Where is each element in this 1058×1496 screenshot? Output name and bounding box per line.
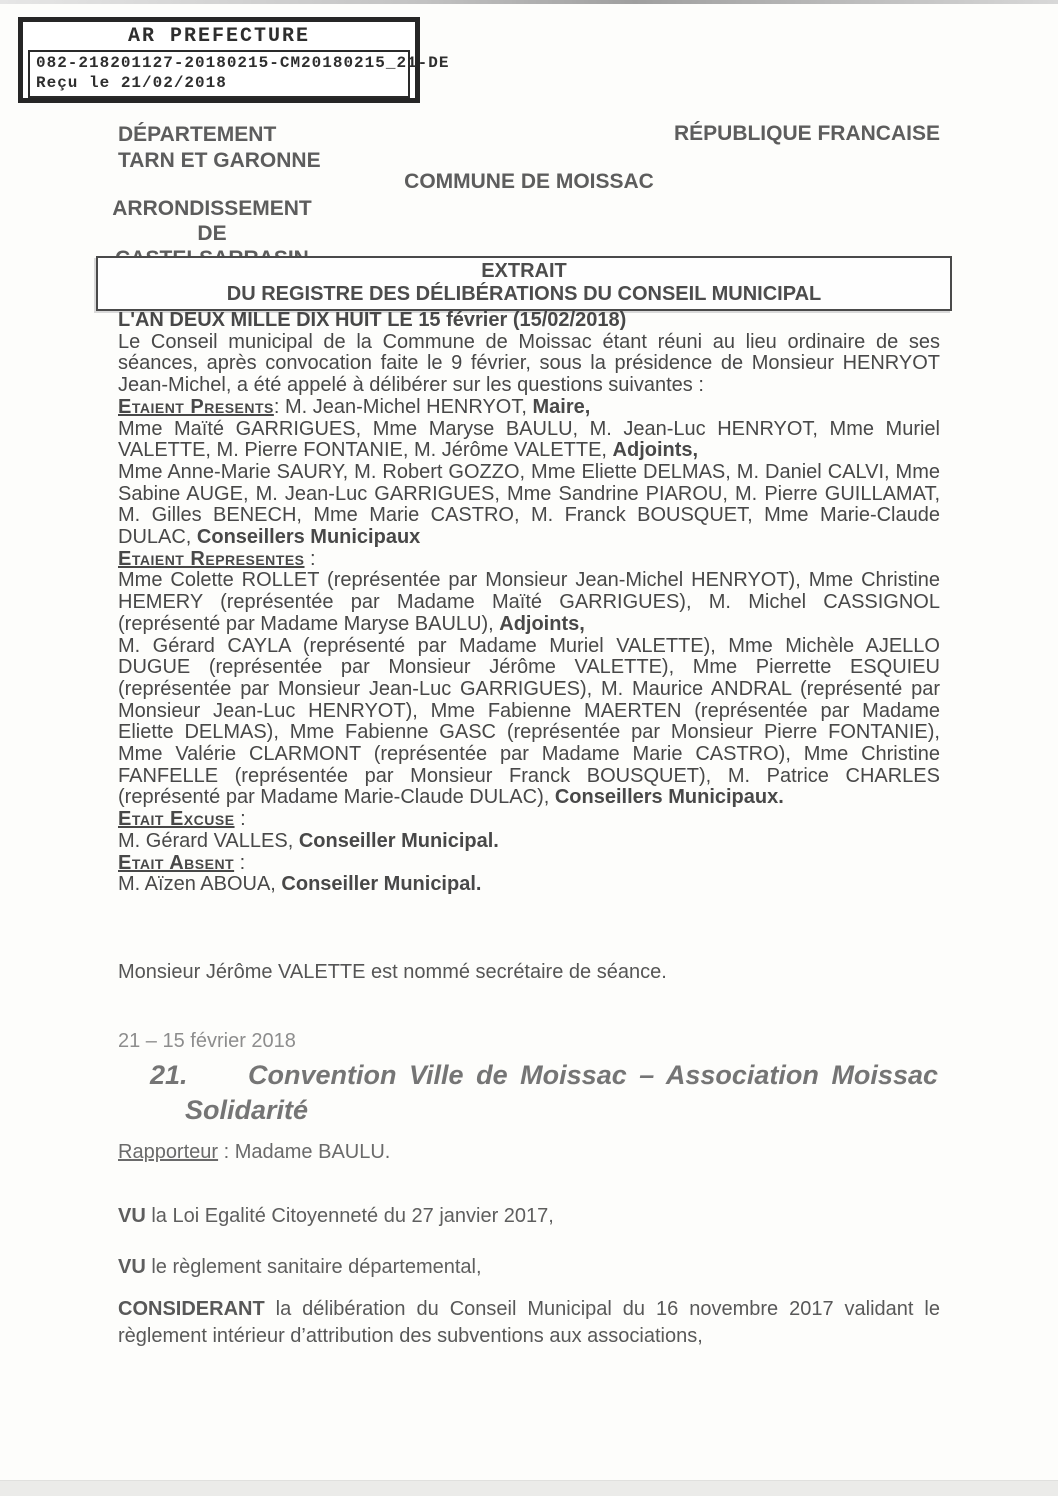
departement-line2: TARN ET GARONNE bbox=[118, 149, 321, 172]
secretaire-line: Monsieur Jérôme VALETTE est nommé secrétaire de séance. bbox=[118, 961, 667, 983]
present-adjoints-role: Adjoints, bbox=[612, 439, 699, 462]
represente-colon: : bbox=[304, 547, 316, 570]
present-colon: : bbox=[273, 395, 285, 418]
represente-conseillers-line bbox=[118, 636, 940, 810]
represente-conseillers-role: Conseillers Municipaux. bbox=[554, 786, 784, 809]
session-date-line: L'AN DEUX MILLE DIX HUIT LE 15 février (15/02/2018) bbox=[118, 309, 627, 331]
arrondissement-line1: ARRONDISSEMENT bbox=[112, 197, 312, 220]
stamp-inner-box bbox=[28, 50, 450, 98]
present-maire-names: M. Jean-Michel HENRYOT, bbox=[285, 395, 533, 418]
deliberation-reference: 21 – 15 février 2018 bbox=[118, 1030, 296, 1052]
represente-heading: Etaient Representes bbox=[118, 547, 305, 570]
represente-adjoints-names: Mme Colette ROLLET (représentée par Monsieur Jean-Michel HENRYOT), Mme Christine HEMERY (représentée par Madame Maïté GARRIGUES), M. Michel CASSIGNOL (représenté par Madame Maryse BAULU), bbox=[118, 569, 940, 635]
represente-conseillers-names: M. Gérard CAYLA (représenté par Madame Muriel VALETTE), Mme Michèle AJELLO DUGUE (représentée par Monsieur Jérôme VALETTE), Mme Pierrette ESQUIEU (représentée par Monsieur Jean-Luc GARRIGUES), M. Maurice ANDRAL (représenté par Monsieur Jean-Luc HENRYOT), Mme Fabienne MAERTEN (représentée par Madame Eliette DELMAS), Mme Fabienne GASC (représentée par Monsieur Pierre FONTANIE), Mme Valérie CLARMONT (représentée par Madame Marie CASTRO), Mme Christine FANFELLE (représentée par Monsieur Franck BOUSQUET), M. Patrice CHARLES (représenté par Madame Marie-Claude DULAC), bbox=[118, 634, 940, 809]
present-adjoints-names: Mme Maïté GARRIGUES, Mme Maryse BAULU, M. Jean-Luc HENRYOT, Mme Muriel VALETTE, M. Pierre FONTANIE, M. Jérôme VALETTE, bbox=[118, 417, 940, 462]
represente-adjoints-line bbox=[118, 570, 940, 635]
scan-artifact-bottom bbox=[0, 1480, 1058, 1496]
extrait-title: EXTRAIT bbox=[481, 260, 567, 282]
stamp-received-date: Reçu le 21/02/2018 bbox=[36, 74, 227, 92]
excuse-names: M. Gérard VALLES, bbox=[118, 829, 299, 852]
republique-label: RÉPUBLIQUE FRANCAISE bbox=[673, 122, 940, 145]
present-adjoints-line bbox=[118, 419, 940, 462]
rapporteur-label: Rapporteur bbox=[118, 1141, 219, 1163]
present-conseillers-names: Mme Anne-Marie SAURY, M. Robert GOZZO, Mme Eliette DELMAS, M. Daniel CALVI, Mme Sabine AUGE, M. Jean-Luc GARRIGUES, Mme Sandrine PIAROU, M. Pierre GUILLAMAT, M. Gilles BENECH, Mme Marie CASTRO, M. Franck BOUSQUET, Mme Marie-Claude DULAC, bbox=[118, 460, 940, 549]
considerant-paragraph bbox=[118, 1296, 940, 1350]
extrait-subtitle: DU REGISTRE DES DÉLIBÉRATIONS DU CONSEIL MUNICIPAL bbox=[226, 283, 822, 305]
vu-line-1 bbox=[118, 1205, 554, 1228]
session-intro: Le Conseil municipal de la Commune de Moissac étant réuni au lieu ordinaire de ses séances, après convocation faite le 9 février, sous la présidence de Monsieur HENRYOT Jean-Michel, a été appelé à délibérer sur les questions suivantes : bbox=[118, 330, 940, 397]
vu2-text: le règlement sanitaire départemental, bbox=[145, 1256, 482, 1278]
considerant-text: la délibération du Conseil Municipal du 16 novembre 2017 validant le règlement intérieur d’attribution des subventions aux associations, bbox=[118, 1298, 940, 1347]
commune-label: COMMUNE DE MOISSAC bbox=[404, 170, 654, 193]
stamp-title: AR PREFECTURE bbox=[127, 25, 311, 48]
deliberation-title-block bbox=[150, 1058, 938, 1128]
present-conseillers-role: Conseillers Municipaux bbox=[196, 526, 421, 549]
departement-line1: DÉPARTEMENT bbox=[118, 123, 277, 146]
absent-role: Conseiller Municipal. bbox=[281, 873, 482, 896]
excuse-role: Conseiller Municipal. bbox=[298, 829, 499, 852]
present-heading: Etaient Presents bbox=[118, 395, 274, 418]
vu2-label: VU bbox=[118, 1256, 146, 1278]
absent-names: M. Aïzen ABOUA, bbox=[118, 873, 282, 896]
excuse-heading-line bbox=[118, 809, 940, 831]
absent-colon: : bbox=[234, 851, 246, 874]
present-maire-role: Maire, bbox=[532, 395, 591, 418]
represente-heading-line bbox=[118, 549, 940, 571]
rapporteur-line bbox=[118, 1141, 390, 1164]
session-body bbox=[118, 310, 940, 896]
vu-line-2 bbox=[118, 1256, 482, 1279]
considerant-label: CONSIDERANT bbox=[118, 1298, 265, 1320]
absent-heading-line bbox=[118, 853, 940, 875]
scan-artifact-top bbox=[0, 0, 1058, 4]
rapporteur-value: : Madame BAULU. bbox=[218, 1141, 391, 1163]
present-maire-line bbox=[118, 397, 940, 419]
absent-heading: Etait Absent bbox=[118, 851, 235, 874]
departement-label bbox=[118, 122, 321, 174]
extrait-title-box bbox=[96, 256, 952, 311]
present-conseillers-line bbox=[118, 462, 940, 549]
deliberation-number: 21. bbox=[150, 1060, 188, 1090]
excuse-names-line bbox=[118, 831, 940, 853]
absent-names-line bbox=[118, 874, 940, 896]
deliberation-title: Convention Ville de Moissac – Association Moissac Solidarité bbox=[185, 1060, 938, 1125]
excuse-colon: : bbox=[234, 808, 246, 831]
stamp-reference: 082-218201127-20180215-CM20180215_21-DE bbox=[36, 54, 450, 72]
vu1-text: la Loi Egalité Citoyenneté du 27 janvier 2017, bbox=[145, 1205, 554, 1227]
represente-adjoints-role: Adjoints, bbox=[499, 612, 585, 635]
arrondissement-line2: DE bbox=[197, 222, 227, 245]
vu1-label: VU bbox=[118, 1205, 146, 1227]
prefecture-stamp bbox=[18, 17, 450, 103]
excuse-heading: Etait Excuse bbox=[118, 808, 235, 831]
